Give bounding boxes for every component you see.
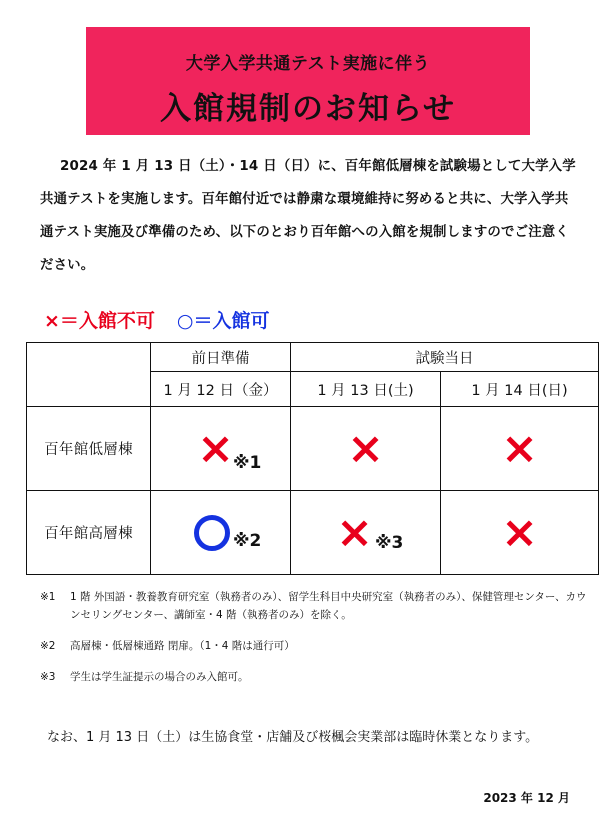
table-row	[27, 491, 599, 575]
deny-mark: ×	[336, 506, 373, 558]
closing-note: なお、1 月 13 日（土）は生協食堂・店舗及び桜楓会実業部は臨時休業となります。	[47, 730, 539, 745]
access-schedule-table	[26, 342, 599, 575]
deny-mark: ×	[501, 422, 538, 474]
banner-subtitle: 大学入学共通テスト実施に伴う	[185, 54, 431, 74]
deny-mark: ×	[347, 422, 384, 474]
cell-low-14	[441, 407, 599, 491]
building-low-rise: 百年館低層棟	[27, 407, 151, 491]
cell-low-12	[151, 407, 291, 491]
header-exam-days: 試験当日	[291, 343, 599, 372]
issue-date: 2023 年 12 月	[483, 791, 570, 805]
footnote-text: 1 階 外国語・教養教育研究室（執務者のみ）、留学生科目中央研究室（執務者のみ）、保健管理センター、カウンセリングセンター、講師室・4 階（執務者のみ）を除く。	[70, 591, 587, 621]
header-date-13: 1 月 13 日(土)	[291, 372, 441, 407]
cell-high-13	[291, 491, 441, 575]
building-high-rise: 百年館高層棟	[27, 491, 151, 575]
footnotes	[40, 588, 590, 699]
footnote-3	[40, 668, 590, 686]
footnote-text: 高層棟・低層棟通路 閉扉。（1・4 階は通行可）	[70, 640, 295, 652]
cell-high-14	[441, 491, 599, 575]
legend	[44, 306, 270, 333]
note-ref: ※2	[233, 531, 262, 551]
footnote-1	[40, 588, 590, 624]
header-date-12: 1 月 12 日（金）	[151, 372, 291, 407]
header-date-14: 1 月 14 日(日)	[441, 372, 599, 407]
deny-mark: ×	[501, 506, 538, 558]
cell-low-13	[291, 407, 441, 491]
table-row	[27, 407, 599, 491]
deny-mark: ×	[197, 422, 234, 474]
cell-high-12	[151, 491, 291, 575]
footnote-key: ※2	[40, 640, 56, 652]
header-prep-day: 前日準備	[151, 343, 291, 372]
allow-mark	[194, 515, 230, 551]
footnote-text: 学生は学生証提示の場合のみ入館可。	[70, 671, 249, 683]
intro-paragraph: 2024 年 1 月 13 日（土）・14 日（日）に、百年館低層棟を試験場として大学入学共通テストを実施します。百年館付近では静粛な環境維持に努めると共に、大学入学共通テスト実施及び準備のため、以下のとおり百年館への入館を規制しますのでご注意ください。	[40, 159, 576, 273]
legend-deny: ×＝入館不可	[44, 310, 155, 332]
note-ref: ※1	[233, 453, 262, 473]
footnote-2	[40, 637, 590, 655]
note-ref: ※3	[375, 533, 404, 553]
title-banner	[86, 27, 530, 135]
footnote-key: ※1	[40, 591, 56, 603]
legend-allow: ○＝入館可	[176, 310, 270, 332]
banner-title: 入館規制のお知らせ	[159, 91, 457, 127]
footnote-key: ※3	[40, 671, 56, 683]
table-corner	[27, 343, 151, 407]
